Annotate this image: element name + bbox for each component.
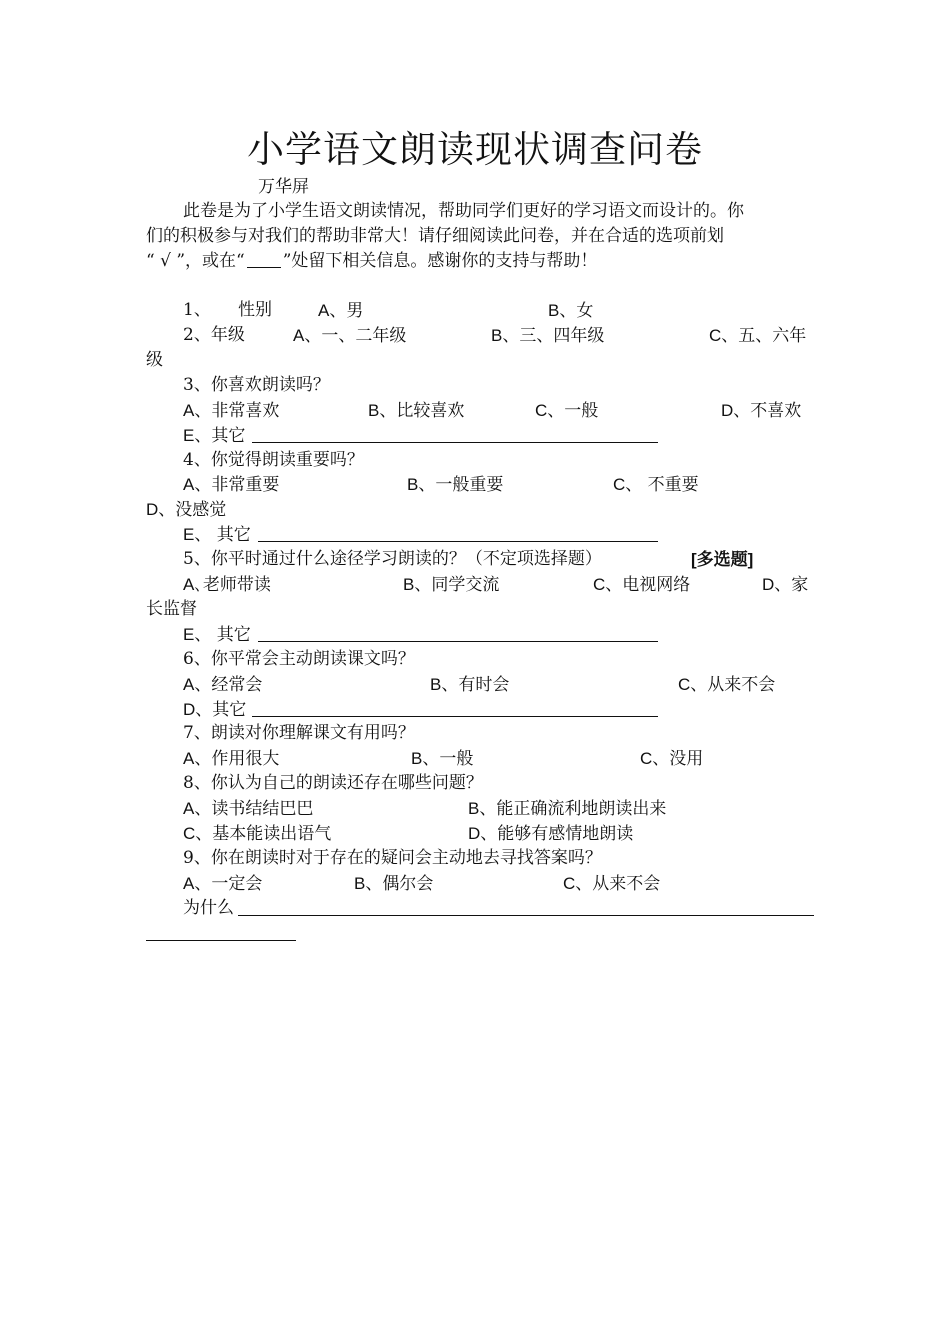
q2-stem: 2、年级 [183, 325, 245, 345]
intro-line-3 [146, 249, 816, 274]
q6-option-a[interactable]: A、经常会 [183, 675, 263, 695]
q9-why-label: 为什么 [183, 898, 234, 918]
q3-stem: 3、你喜欢朗读吗？ [183, 375, 330, 395]
q5-option-c[interactable]: C、电视网络 [593, 575, 691, 595]
q4-option-c[interactable]: C、 不重要 [613, 475, 699, 495]
q7-stem: 7、朗读对你理解课文有用吗？ [183, 723, 415, 743]
q8-option-a[interactable]: A、读书结结巴巴 [183, 799, 314, 819]
page-title: 小学语文朗读现状调查问卷 [247, 128, 703, 171]
q5-option-e[interactable]: E、 其它 [183, 625, 251, 645]
q1-option-b[interactable]: B、女 [548, 301, 594, 321]
q7-option-a[interactable]: A、作用很大 [183, 749, 280, 769]
q6-option-d[interactable]: D、其它 [183, 700, 247, 720]
q3-option-b[interactable]: B、比较喜欢 [368, 401, 465, 421]
q4-option-b[interactable]: B、一般重要 [407, 475, 504, 495]
q8-option-b[interactable]: B、能正确流利地朗读出来 [468, 799, 667, 819]
q2-option-c[interactable]: C、五、六年 [709, 326, 807, 346]
q4-option-e[interactable]: E、 其它 [183, 525, 251, 545]
q8-option-d[interactable]: D、能够有感情地朗读 [468, 824, 634, 844]
q9-option-b[interactable]: B、偶尔会 [354, 874, 434, 894]
q6-stem: 6、你平常会主动朗读课文吗？ [183, 649, 415, 669]
q5-option-a[interactable]: A､老师带读 [183, 575, 271, 595]
q2-option-b[interactable]: B、三、四年级 [491, 326, 605, 346]
q7-option-c[interactable]: C、没用 [640, 749, 704, 769]
q3-option-a[interactable]: A、非常喜欢 [183, 401, 280, 421]
q9-option-c[interactable]: C、从来不会 [563, 874, 661, 894]
q3-option-e[interactable]: E、其它 [183, 426, 246, 446]
q6-option-c[interactable]: C、从来不会 [678, 675, 776, 695]
multi-choice-tag: [多选题] [691, 550, 754, 569]
q1-option-a[interactable]: A、男 [318, 301, 364, 321]
intro-line-1: 此卷是为了小学生语文朗读情况，帮助同学们更好的学习语文而设计的。你 [183, 201, 744, 221]
q8-option-c[interactable]: C、基本能读出语气 [183, 824, 332, 844]
q1-stem: 性别 [238, 300, 272, 320]
q7-option-b[interactable]: B、一般 [411, 749, 474, 769]
q6-option-b[interactable]: B、有时会 [430, 675, 510, 695]
q4-option-a[interactable]: A、非常重要 [183, 475, 280, 495]
intro-line-2: 们的积极参与对我们的帮助非常大！请仔细阅读此问卷，并在合适的选项前划 [146, 226, 724, 246]
q2-option-c-wrap: 级 [146, 350, 163, 370]
intro-blank [247, 251, 281, 268]
intro-line-3-start: “ √ ”，或在“ [146, 251, 245, 271]
q4-other-blank[interactable] [258, 541, 658, 542]
q5-option-d-wrap: 长监督 [146, 599, 197, 619]
q3-option-d[interactable]: D、不喜欢 [721, 401, 802, 421]
q5-option-d[interactable]: D、家 [762, 575, 809, 595]
q9-option-a[interactable]: A、一定会 [183, 874, 263, 894]
q9-stem: 9、你在朗读时对于存在的疑问会主动地去寻找答案吗？ [183, 848, 602, 868]
q3-option-c[interactable]: C、一般 [535, 401, 599, 421]
q3-other-blank[interactable] [252, 442, 658, 443]
author-name: 万华屏 [258, 177, 309, 197]
q4-stem: 4、你觉得朗读重要吗？ [183, 450, 364, 470]
q9-why-blank-continued[interactable] [146, 940, 296, 941]
q4-option-d[interactable]: D、没感觉 [146, 500, 227, 520]
q5-stem: 5、你平时通过什么途径学习朗读的？（不定项选择题） [183, 549, 602, 569]
q5-option-b[interactable]: B、同学交流 [403, 575, 500, 595]
q6-other-blank[interactable] [252, 716, 658, 717]
q9-why-blank[interactable] [238, 915, 814, 916]
q5-other-blank[interactable] [258, 641, 658, 642]
q2-option-a[interactable]: A、一、二年级 [293, 326, 407, 346]
intro-line-3-end: ”处留下相关信息。感谢你的支持与帮助！ [282, 251, 598, 271]
q1-number: 1、 [183, 300, 211, 320]
q8-stem: 8、你认为自己的朗读还存在哪些问题？ [183, 773, 483, 793]
